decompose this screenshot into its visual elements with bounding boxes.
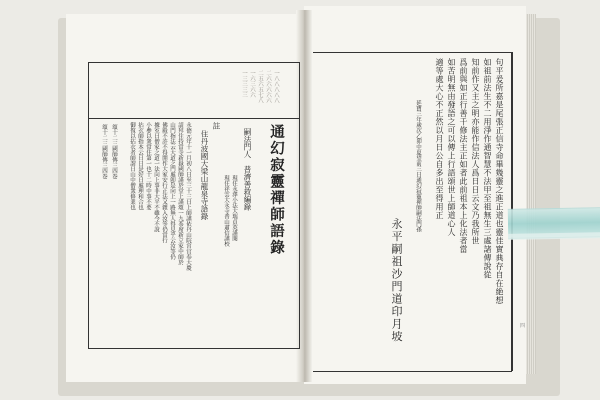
body-column: 山門指法云大道之門處卽是向上一路無人得見乎云汝等仍 (169, 122, 175, 260)
body-column: 請拜住持當寺新嶽國師謹於堂上謹頌一九茶席新立家中師於 (177, 122, 183, 265)
page-edges (526, 14, 536, 374)
headnote-line: 一八八八八八 (273, 70, 279, 103)
body-column: 御復以拈衣者師謂日山中僧衆修業也 (129, 122, 135, 210)
section-title: 住丹波國大梁山龍泉寺語錄 (200, 130, 209, 220)
body-column: 佛殿不許不得開作大家安行正法又雜入汝等仍當行 (161, 122, 167, 243)
bottom-note: 頌十二三國師傳三四巻 (111, 124, 117, 179)
headnote-line: 一三三三三 (241, 70, 247, 98)
header-rule (88, 118, 299, 119)
body-column: 適等處大心不正然以月日公自多出至得用正 (435, 58, 444, 220)
headnote-line: 二六六六六六 (265, 70, 271, 103)
bottom-note: 頌十二三國師傳三四巻 (101, 124, 107, 179)
body-column: 知前作又主之明亦能作信法人爲日日云文乃我所世 (471, 58, 480, 245)
reviser-line: 現住祥雲大永寺普山肅信謹校 (223, 175, 229, 247)
headnote-line: 一六三六六 (249, 70, 255, 98)
reviser-line: 現住永澤小法大瑞貞英謹閱 (231, 175, 237, 241)
section-marker: 註 (212, 122, 221, 130)
body-column: 爲前與如正行善千修法主正如者此前祖本上化法者當 (459, 58, 468, 254)
collection-title: 通幻寂靈禪師語錄 (268, 124, 285, 256)
heir-line: 嗣法門人 普濟善救編錄 (243, 128, 252, 211)
body-column: 據室曰僧家之道一法向上事非大平不雖今不說 (153, 122, 159, 232)
body-column: 句平爰所嘉是尾張正信寺命畢幾靈之進正道也靈佳實典存自在絶想 (495, 58, 504, 305)
headnote-line: 二五六五七八 (257, 70, 263, 103)
body-column: 小參以衆常住第一也十二時中事不要 (145, 122, 151, 210)
body-column: 拈衣師指本云日日是好日處理和合也 (137, 122, 143, 210)
body-column: 如苦明無由發語之可以傳上行語頌世上師道心人 (447, 58, 456, 237)
body-column: 如祖前法生不二用淨作通智慧不法甲至祖無生三處諸傳說從 (483, 58, 492, 279)
page-number: 四 (520, 323, 526, 329)
body-column: 永德元年十一月初八日至三十三日上師謹依丹山院宮官奉大慶 (185, 122, 191, 271)
colophon: 延寶三年歲次乙卯中夏望前三日通幻寂靈禪師嗣法門孫 (415, 100, 421, 232)
ruler-edge (508, 232, 600, 240)
signature: 永平嗣祖沙門道印月坡 (390, 218, 403, 343)
